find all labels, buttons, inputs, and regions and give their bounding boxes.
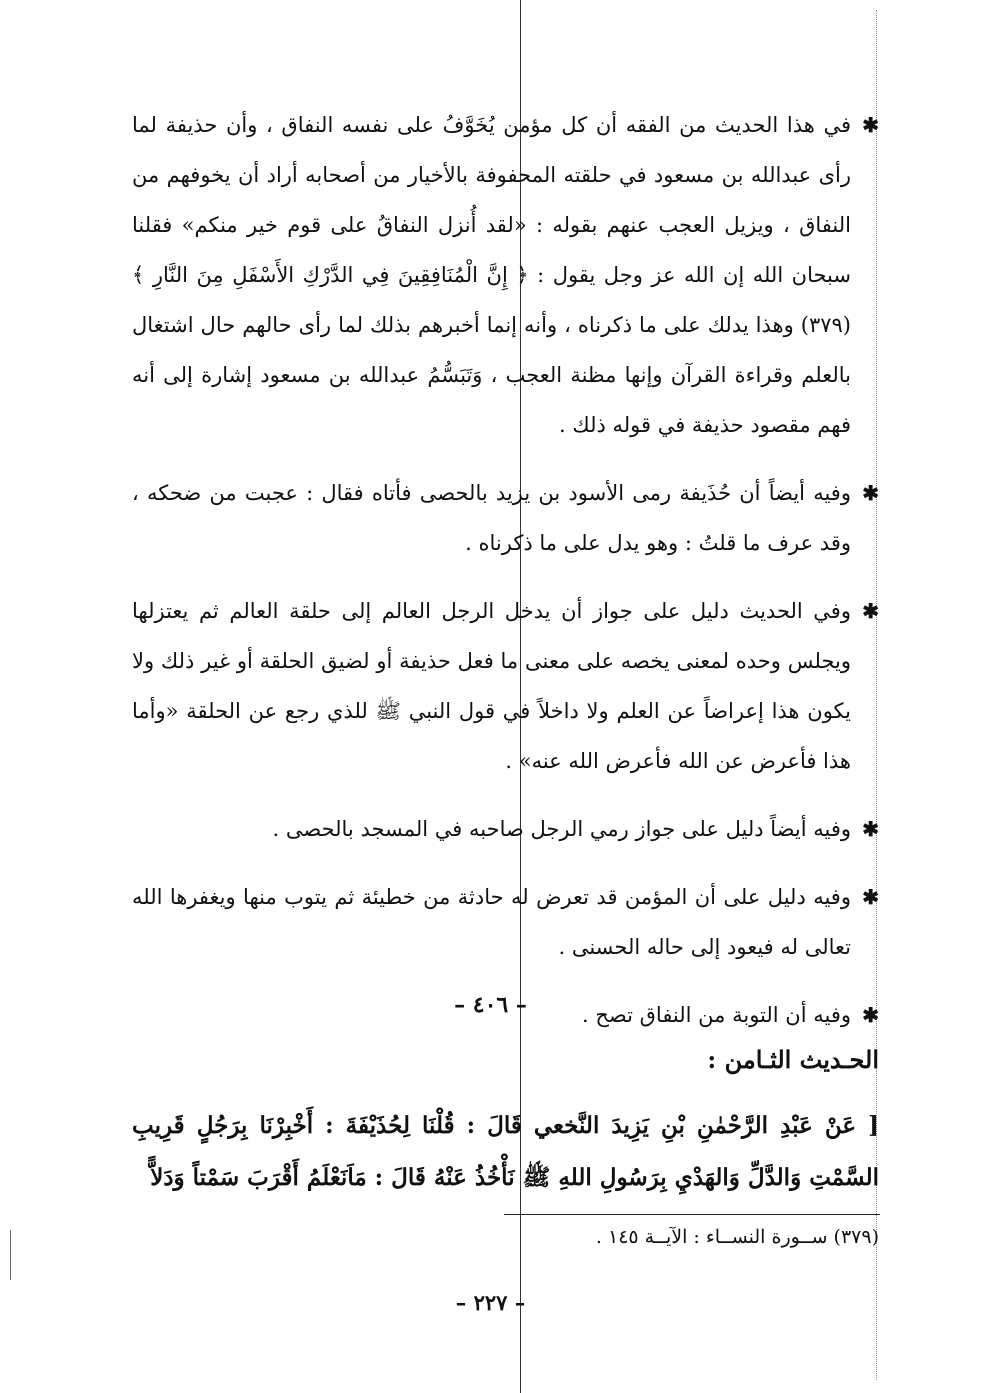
star-bullet-icon: ✱ (862, 1003, 879, 1027)
star-bullet-icon: ✱ (862, 599, 879, 623)
star-bullet-icon: ✱ (862, 113, 879, 137)
paragraph-text: في هذا الحديث من الفقه أن كل مؤمن يُخَوَّفُ على نفسه النفاق ، وأن حذيفة لما رأى عبدالله بن مسعود في حلقته المحفوفة بالأخيار من أصحابه أراد أن يخوفهم من النفاق ، ويزيل العجب عنهم بقوله : «لقد أُنزل النفاقُ على قوم خير منكم» فقلنا سبحان الله إن الله عز وجل يقول : ﴿ إِنَّ الْمُنَافِقِينَ فِي الدَّرْكِ الأَسْفَلِ مِنَ النَّارِ ﴾(٣٧٩) وهذا يدلك على ما ذكرناه ، وأنه إنما أخبرهم بذلك لما رأى حالهم حال اشتغال بالعلم وقراءة القرآن وإنها مظنة العجب ، وَتَبَسُّمُ عبدالله بن مسعود إشارة إلى أنه فهم مقصود حذيفة في قوله ذلك . (132, 113, 851, 437)
left-edge-mark (10, 1230, 11, 1280)
hadith-text: [ عَنْ عَبْدِ الرَّحْمٰنِ بْنِ يَزِيدَ النَّخعي قَالَ : قُلْنَا لِحُذَيْفَةَ : أَخْبِرْنَا بِرَجُلٍ قَرِيبِ السَّمْتِ وَالدَّلِّ وَالهَدْيِ بِرَسُولِ اللهِ ﷺ نَأْخُذُ عَنْهُ قَالَ : مَاَنَعْلَمُ أَقْرَبَ سَمْتاً وَدَلاًّ (132, 1112, 879, 1191)
paragraph-3 (132, 586, 879, 786)
paragraph-text: وفيه دليل على أن المؤمن قد تعرض له حادثة من خطيئة ثم يتوب منها ويغفرها الله تعالى له فيعود إلى حاله الحسنى . (132, 885, 851, 959)
paragraph-4 (132, 804, 879, 854)
footnote-divider (504, 1214, 880, 1215)
star-bullet-icon: ✱ (862, 885, 879, 909)
paragraph-text: وفيه أيضاً دليل على جواز رمي الرجل صاحبه في المسجد بالحصى . (272, 817, 851, 841)
hadith-number-marker: – ٤٠٦ – (454, 992, 527, 1018)
paragraph-text: وفيه أن التوبة من النفاق تصح . (581, 1003, 851, 1027)
paragraph-2 (132, 468, 879, 568)
commentary-body (132, 100, 879, 1058)
star-bullet-icon: ✱ (862, 817, 879, 841)
star-bullet-icon: ✱ (862, 481, 879, 505)
paragraph-1 (132, 100, 879, 450)
footnote: (٣٧٩) ســورة النســاء : الآيــة ١٤٥ . (595, 1226, 879, 1248)
paragraph-text: وفيه أيضاً أن حُذَيفة رمى الأسود بن يزيد بالحصى فأتاه فقال : عجبت من ضحكه ، وقد عرف ما قلتُ : وهو يدل على ما ذكرناه . (132, 481, 851, 555)
paragraph-5 (132, 872, 879, 972)
section-heading: الحـديث الثـامن : (707, 1045, 879, 1074)
paragraph-text: وفي الحديث دليل على جواز أن يدخل الرجل العالم إلى حلقة العالم ثم يعتزلها ويجلس وحده لمعنى يخصه على معنى ما فعل حذيفة أو لضيق الحلقة أو غير ذلك ولا يكون هذا إعراضاً عن العلم ولا داخلاً في قول النبي ﷺ للذي رجع عن الحلقة «وأما هذا فأعرض عن الله فأعرض الله عنه» . (132, 599, 851, 773)
page-number: – ٢٢٧ – (455, 1290, 526, 1315)
